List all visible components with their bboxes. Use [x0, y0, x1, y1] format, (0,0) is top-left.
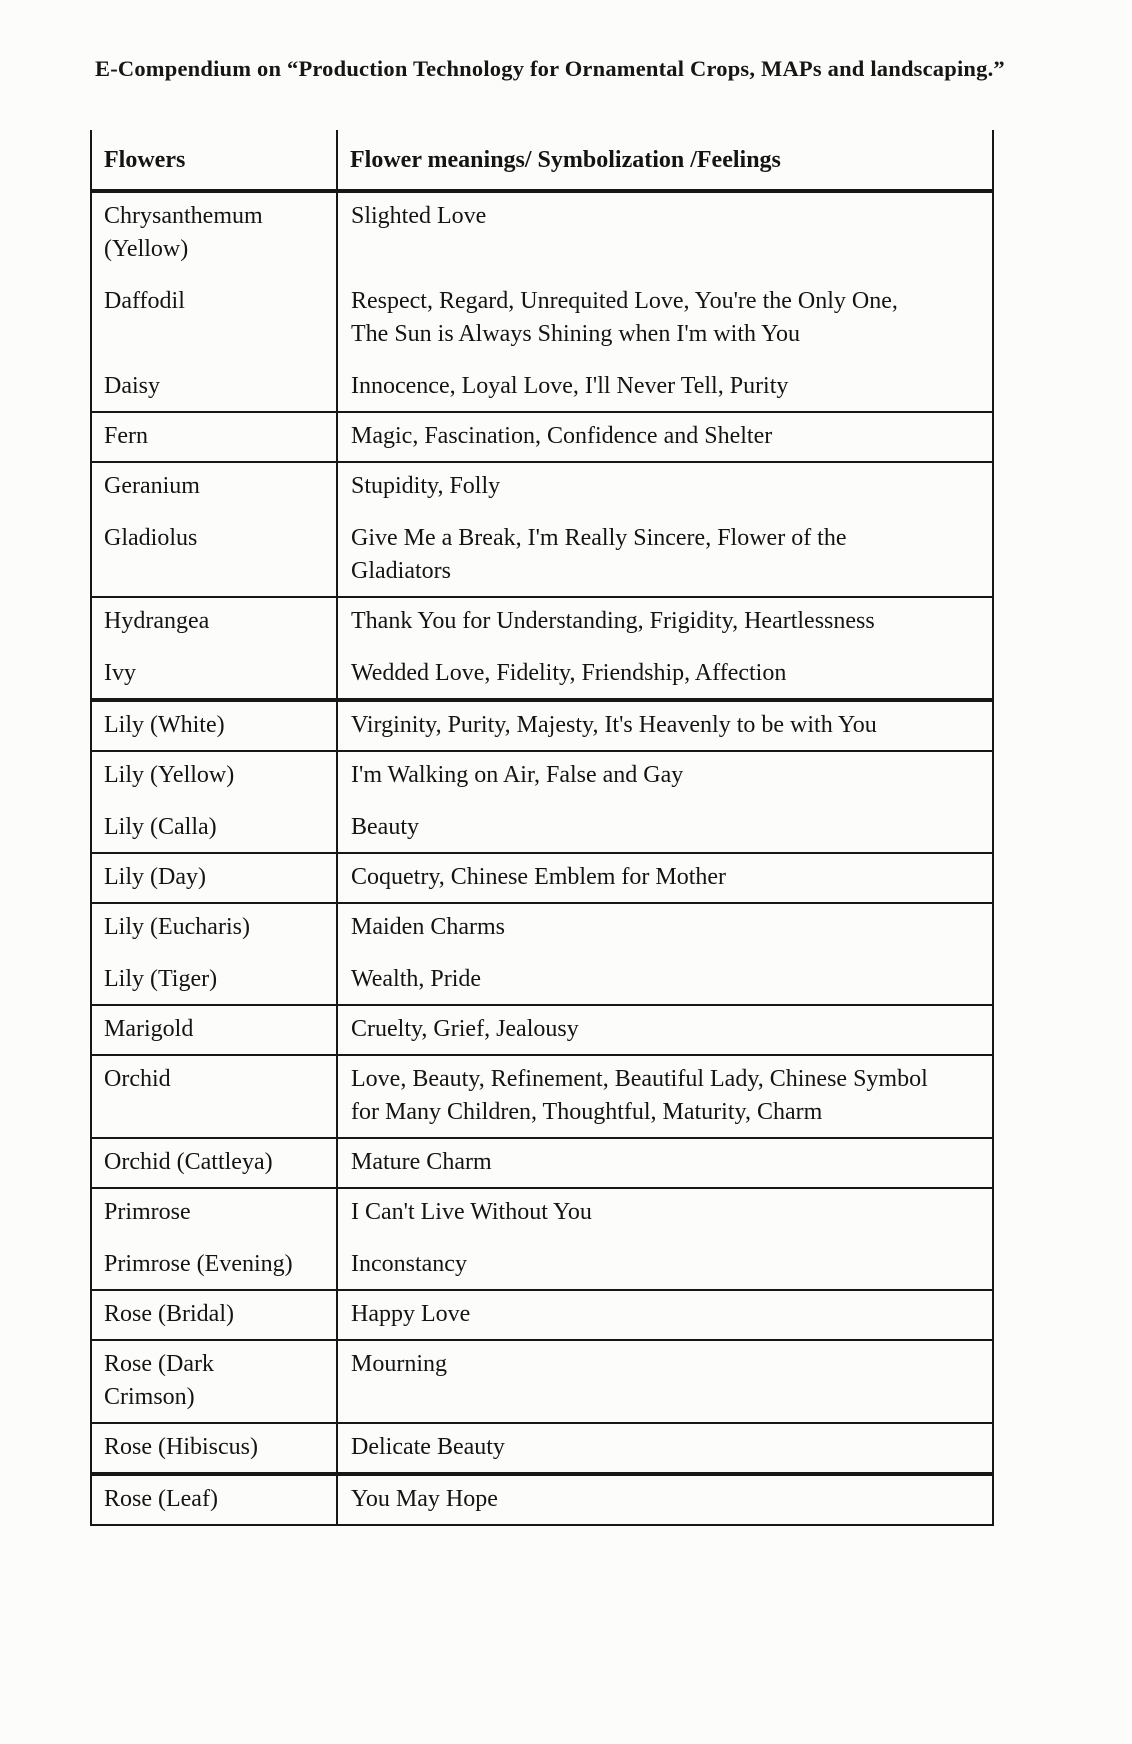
flower-name-cell: Rose (Hibiscus) [91, 1423, 337, 1474]
flower-name-cell: Daffodil [91, 278, 337, 363]
flower-meaning-cell: You May Hope [337, 1474, 993, 1525]
table-row [91, 1005, 993, 1055]
flower-meaning-cell: Cruelty, Grief, Jealousy [337, 1005, 993, 1055]
flower-name-cell: Lily (Eucharis) [91, 903, 337, 956]
flower-meaning-cell: Virginity, Purity, Majesty, It's Heavenly to be with You [337, 700, 993, 751]
flower-name-cell: Marigold [91, 1005, 337, 1055]
table-row [91, 191, 993, 278]
table-row [91, 462, 993, 515]
column-header-flowers: Flowers [91, 130, 337, 191]
flower-meaning-cell: Happy Love [337, 1290, 993, 1340]
table-row [91, 903, 993, 956]
flower-name-cell: Lily (Day) [91, 853, 337, 903]
flower-meaning-cell: Stupidity, Folly [337, 462, 993, 515]
table-row [91, 956, 993, 1005]
flower-meaning-cell: Wedded Love, Fidelity, Friendship, Affection [337, 650, 993, 700]
table-row [91, 1055, 993, 1138]
table-row [91, 804, 993, 853]
flower-name-cell: Rose (Bridal) [91, 1290, 337, 1340]
page-title: E-Compendium on “Production Technology for Ornamental Crops, MAPs and landscaping.” [95, 56, 1005, 81]
flower-name-cell: Lily (White) [91, 700, 337, 751]
table-row [91, 650, 993, 700]
flower-name-cell: Fern [91, 412, 337, 462]
table-row [91, 515, 993, 597]
table-row [91, 1188, 993, 1241]
flower-meaning-cell: Inconstancy [337, 1241, 993, 1290]
flower-name-cell: Hydrangea [91, 597, 337, 650]
flower-meaning-cell: Thank You for Understanding, Frigidity, Heartlessness [337, 597, 993, 650]
flower-meaning-cell: Coquetry, Chinese Emblem for Mother [337, 853, 993, 903]
flower-meaning-cell: Magic, Fascination, Confidence and Shelter [337, 412, 993, 462]
table-row [91, 412, 993, 462]
flower-name-cell: Geranium [91, 462, 337, 515]
table-row [91, 1340, 993, 1423]
flower-meaning-cell: Mourning [337, 1340, 993, 1423]
flower-name-cell: Lily (Calla) [91, 804, 337, 853]
flower-meaning-cell: Maiden Charms [337, 903, 993, 956]
flower-meaning-cell: Love, Beauty, Refinement, Beautiful Lady, Chinese Symbol for Many Children, Thoughtful, Maturity, Charm [337, 1055, 993, 1138]
table-row [91, 1474, 993, 1525]
flower-name-cell: Rose (Leaf) [91, 1474, 337, 1525]
table-row [91, 363, 993, 412]
flower-meaning-cell: Wealth, Pride [337, 956, 993, 1005]
flower-meaning-cell: Slighted Love [337, 191, 993, 278]
flower-name-cell: Primrose [91, 1188, 337, 1241]
flower-name-cell: Lily (Yellow) [91, 751, 337, 804]
flower-name-cell: Gladiolus [91, 515, 337, 597]
flower-meanings-table [90, 130, 994, 1526]
flower-meaning-cell: Beauty [337, 804, 993, 853]
flower-name-cell: Daisy [91, 363, 337, 412]
flower-name-cell: Orchid [91, 1055, 337, 1138]
table-row [91, 1423, 993, 1474]
flower-name-cell: Ivy [91, 650, 337, 700]
table-row [91, 751, 993, 804]
table-row [91, 853, 993, 903]
table-row [91, 597, 993, 650]
flower-name-cell: Rose (Dark Crimson) [91, 1340, 337, 1423]
flower-name-cell: Chrysanthemum (Yellow) [91, 191, 337, 278]
flower-name-cell: Lily (Tiger) [91, 956, 337, 1005]
flower-meaning-cell: Innocence, Loyal Love, I'll Never Tell, Purity [337, 363, 993, 412]
column-header-meanings: Flower meanings/ Symbolization /Feelings [337, 130, 993, 191]
flower-meaning-cell: Delicate Beauty [337, 1423, 993, 1474]
flower-meaning-cell: Respect, Regard, Unrequited Love, You're the Only One, The Sun is Always Shining when I'm with You [337, 278, 993, 363]
flower-name-cell: Orchid (Cattleya) [91, 1138, 337, 1188]
table-header-row [91, 130, 993, 191]
flower-meaning-cell: Give Me a Break, I'm Really Sincere, Flower of the Gladiators [337, 515, 993, 597]
table-body [91, 191, 993, 1525]
flower-meaning-cell: I Can't Live Without You [337, 1188, 993, 1241]
flower-meaning-cell: Mature Charm [337, 1138, 993, 1188]
flower-name-cell: Primrose (Evening) [91, 1241, 337, 1290]
table-row [91, 1290, 993, 1340]
table-row [91, 1138, 993, 1188]
table-row [91, 1241, 993, 1290]
table-row [91, 700, 993, 751]
table-row [91, 278, 993, 363]
flower-meaning-cell: I'm Walking on Air, False and Gay [337, 751, 993, 804]
